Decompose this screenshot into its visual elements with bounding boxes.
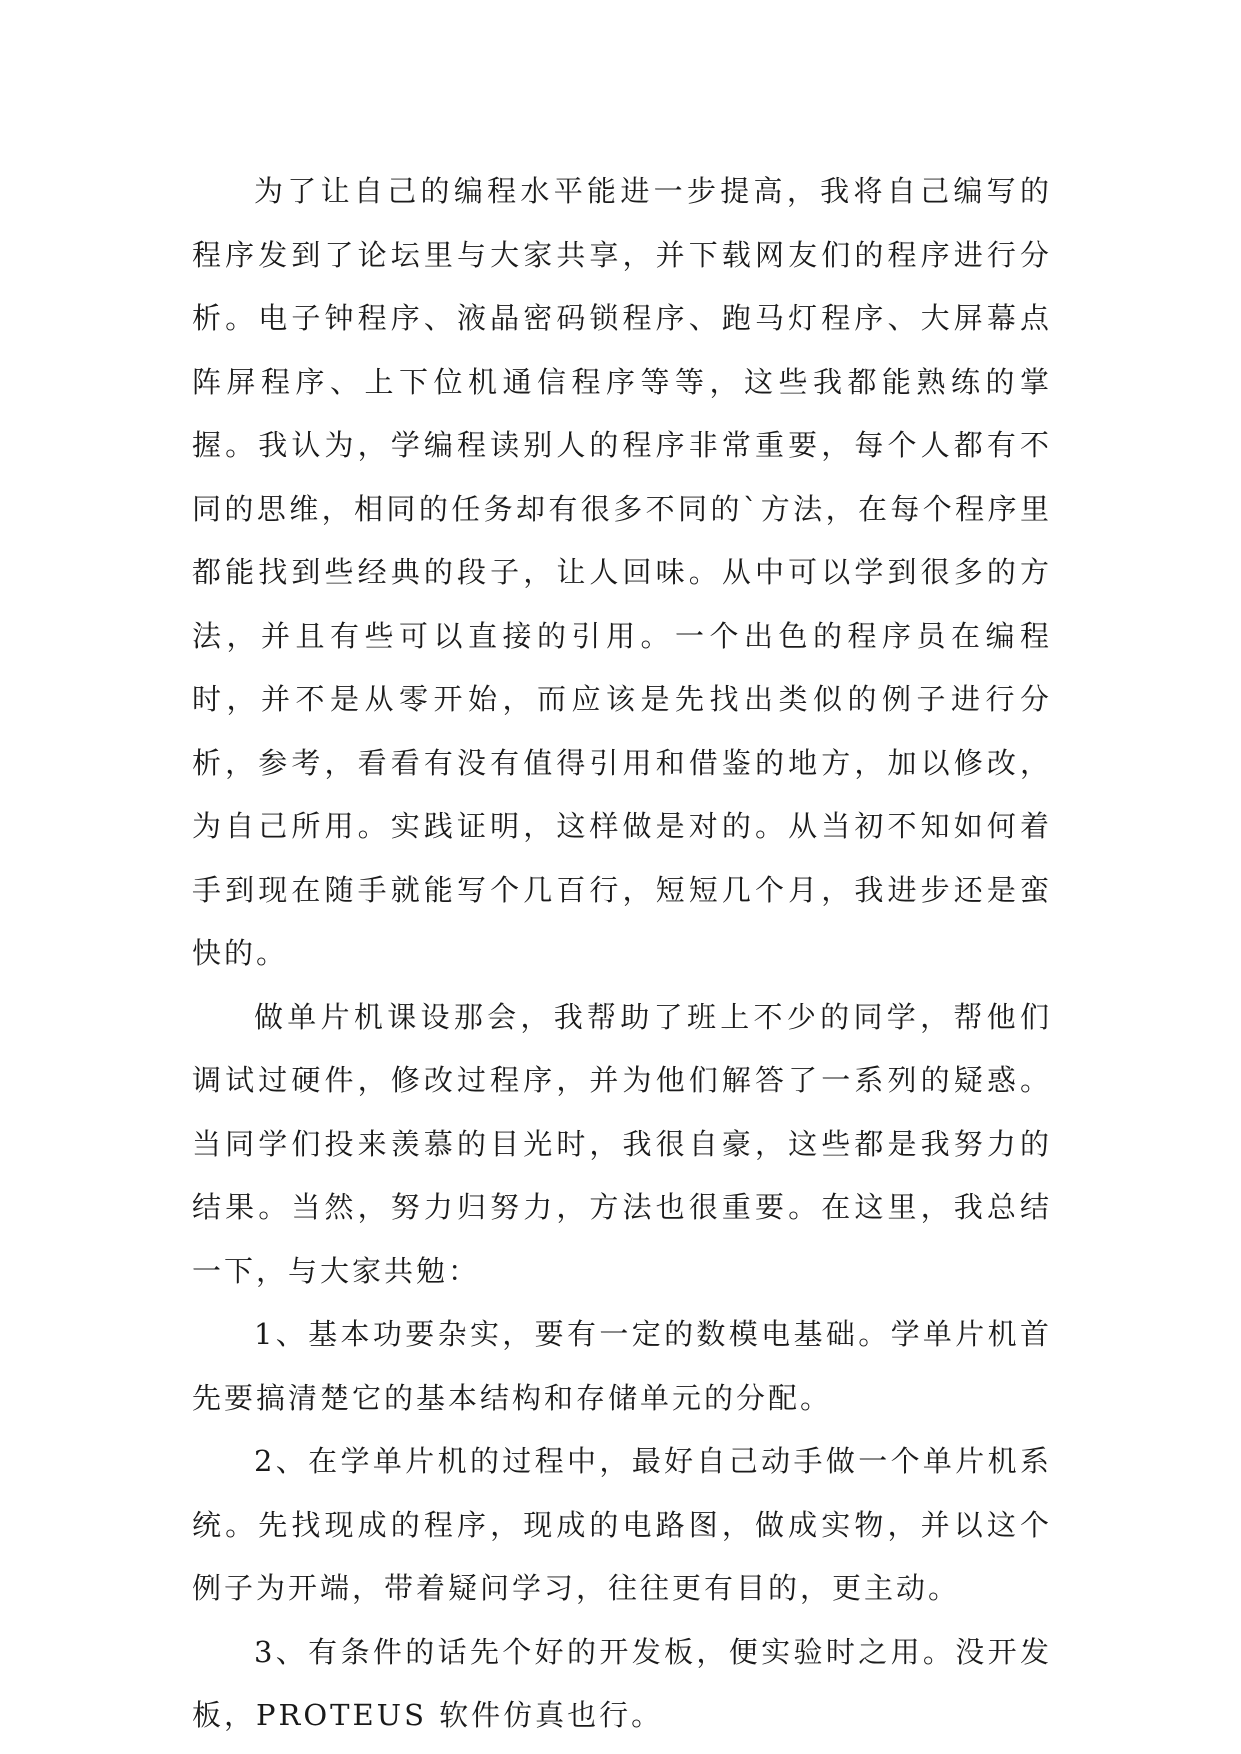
document-body — [192, 160, 1052, 1748]
paragraph-tip-1: 1、基本功要杂实，要有一定的数模电基础。学单片机首先要搞清楚它的基本结构和存储单元的分配。 — [192, 1317, 1052, 1415]
paragraph-tip-3: 3、有条件的话先个好的开发板，便实验时之用。没开发板，PROTEUS 软件仿真也行。 — [192, 1634, 1052, 1732]
paragraph-helping-classmates: 做单片机课设那会，我帮助了班上不少的同学，帮他们调试过硬件，修改过程序，并为他们解答了一系列的疑惑。当同学们投来羡慕的目光时，我很自豪，这些都是我努力的结果。当然，努力归努力，方法也很重要。在这里，我总结一下，与大家共勉： — [192, 999, 1052, 1288]
paragraph-tip-2: 2、在学单片机的过程中，最好自己动手做一个单片机系统。先找现成的程序，现成的电路图，做成实物，并以这个例子为开端，带着疑问学习，往往更有目的，更主动。 — [192, 1444, 1052, 1605]
paragraph-programming-practice: 为了让自己的编程水平能进一步提高，我将自己编写的程序发到了论坛里与大家共享，并下载网友们的程序进行分析。电子钟程序、液晶密码锁程序、跑马灯程序、大屏幕点阵屏程序、上下位机通信程序等等，这些我都能熟练的掌握。我认为，学编程读别人的程序非常重要，每个人都有不同的思维，相同的任务却有很多不同的`方法，在每个程序里都能找到些经典的段子，让人回味。从中可以学到很多的方法，并且有些可以直接的引用。一个出色的程序员在编程时，并不是从零开始，而应该是先找出类似的例子进行分析，参考，看看有没有值得引用和借鉴的地方，加以修改，为自己所用。实践证明，这样做是对的。从当初不知如何着手到现在随手就能写个几百行，短短几个月，我进步还是蛮快的。 — [192, 174, 1052, 970]
